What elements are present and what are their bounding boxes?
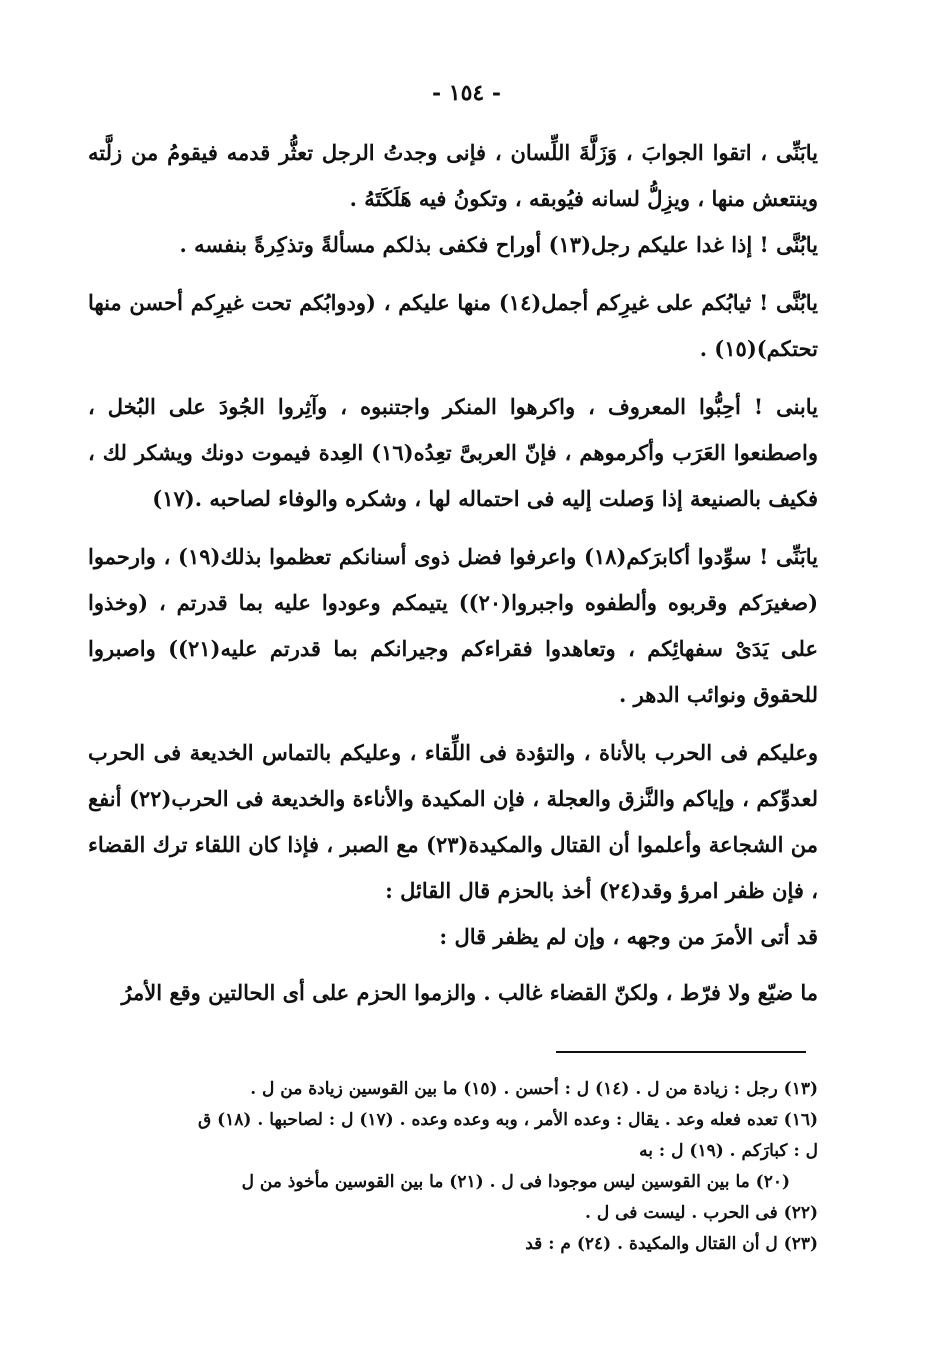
- footnote-line: (٢٠) ما بين القوسين ليس موجودا فى ل . (٢١) ما بين القوسين مأخوذ من ل: [241, 1172, 790, 1192]
- main-text: [88, 130, 818, 1016]
- paragraph-6: وعليكم فى الحرب بالأناة ، والتؤدة فى اللِّقاء ، وعليكم بالتماس الخديعة فى الحرب لعدوِّكم ، وإياكم والنَّزق والعجلة ، فإن المكيدة والأناءة والخديعة فى الحرب(٢٢) أنفع من الشجاعة وأعلموا أن القتال والمكيدة(٢٣) مع الصبر ، فإذا كان اللقاء ترك القضاء ، فإن ظفر امرؤ وقد(٢٤) أخذ بالحزم قال القائل :: [88, 740, 819, 903]
- page-number: - ١٥٤ -: [431, 80, 502, 106]
- footnote-line: ل : كبارَكم . (١٩) ل : به: [639, 1141, 818, 1161]
- paragraph-1: يابَنِّى ، اتقوا الجوابَ ، وَزَلَّةَ اللِّسان ، فإنى وجدتُ الرجل تعثُّر قدمه فيقومُ من زلَّته وينتعش منها ، ويزِلُّ لسانه فيُوبقه ، وتكونُ فيه هَلَكَتَهُ .: [88, 140, 818, 211]
- quote-line-2: ما ضيّع ولا فرّط ، ولكنّ القضاء غالب . والزموا الحزم على أى الحالتين وقع الأمرُ: [121, 980, 818, 1005]
- footnotes: [150, 1074, 818, 1260]
- paragraph-2: يابُنَّى ! إذا غدا عليكم رجل(١٣) أوراح فكفى بذلكم مسألةً وتذكِرةً بنفسه .: [179, 232, 818, 257]
- quote-line-1: قد أتى الأمرَ من وجهه ، وإن لم يظفر قال :: [439, 924, 818, 949]
- footnote-line: (٢٢) فى الحرب . ليست فى ل .: [585, 1203, 818, 1223]
- paragraph-3: يابُنَّى ! ثيابُكم على غيرِكم أجمل(١٤) منها عليكم ، (ودوابُكم تحت غيرِكم أحسن منها تحتكم)(١٥) .: [88, 290, 818, 361]
- footnote-line: (١٦) تعده فعله وعد . يقال : وعده الأمر ، وبه وعده وعده . (١٧) ل : لصاحبها . (١٨) ق: [197, 1110, 818, 1130]
- footnote-divider: [556, 1051, 806, 1053]
- footnote-line: (٢٣) ل أن القتال والمكيدة . (٢٤) م : قد: [525, 1234, 818, 1254]
- footnote-line: (١٣) رجل : زيادة من ل . (١٤) ل : أحسن . (١٥) ما بين القوسين زيادة من ل .: [250, 1079, 818, 1099]
- paragraph-4: يابنى ! أحِبُّوا المعروف ، واكرهوا المنكر واجتنبوه ، وآثِروا الجُودَ على البُخل ، واصطنعوا العَرَب وأكرموهم ، فإنّ العربىَّ تعِدُه(١٦) العِدة فيموت دونك ويشكر لك ، فكيف بالصنيعة إذا وَصلت إليه فى احتماله لها ، وشكره والوفاء لصاحبه .(١٧): [88, 394, 818, 511]
- paragraph-5: يابَنِّى ! سوِّدوا أكابرَكم(١٨) واعرفوا فضل ذوى أسنانكم تعظموا بذلك(١٩) ، وارحموا (صغيرَكم وقربوه وألطفوه واجبروا(٢٠)) يتيمكم وعودوا عليه بما قدرتم ، (وخذوا على يَدَىْ سفهائِكم ، وتعاهدوا فقراءكم وجيرانكم بما قدرتم عليه(٢١)) واصبروا للحقوق ونوائب الدهر .: [88, 544, 819, 707]
